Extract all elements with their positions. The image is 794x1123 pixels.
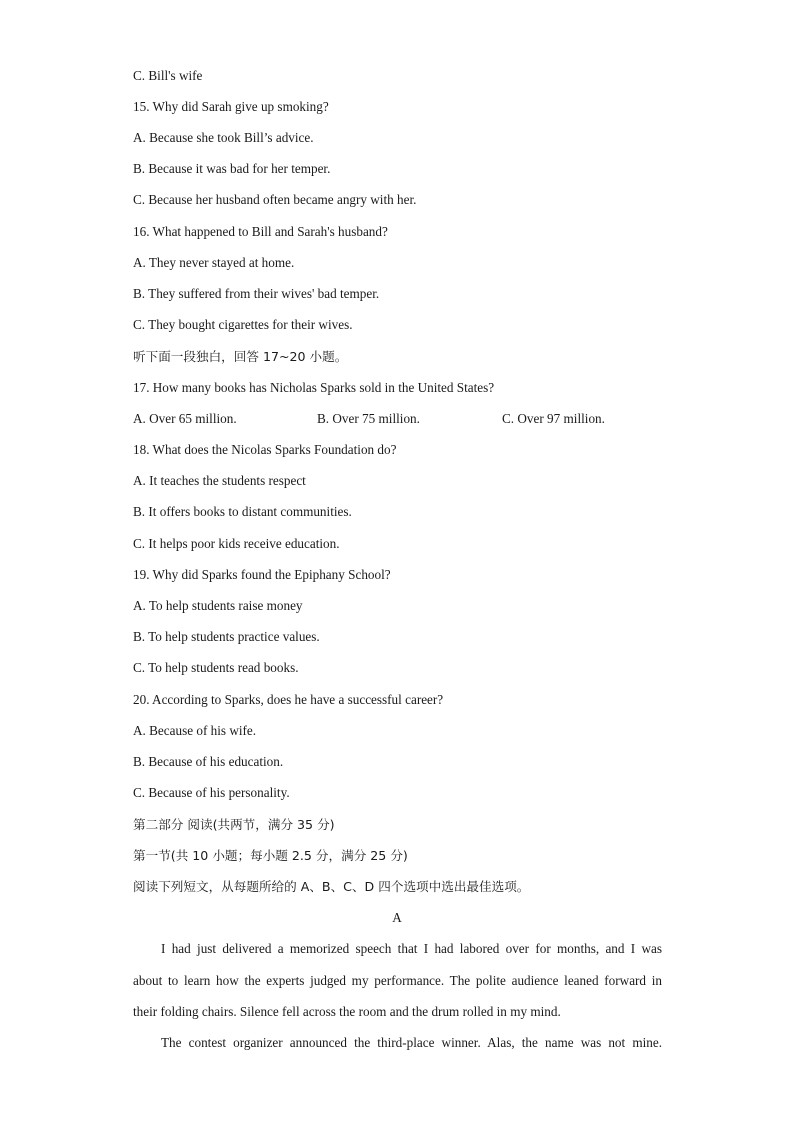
option-a: A. Over 65 million. <box>133 411 237 426</box>
part-title: 第二部分 阅读(共两节，满分 35 分) <box>133 817 335 832</box>
question-16: 16. What happened to Bill and Sarah's husband? <box>133 224 388 239</box>
option-line: C. Because of his personality. <box>133 785 290 800</box>
section-instruction: 听下面一段独白，回答 17~20 小题。 <box>133 349 348 364</box>
option-line: B. Because of his education. <box>133 754 284 769</box>
option-c: C. Over 97 million. <box>502 411 605 426</box>
option-line: C. To help students read books. <box>133 660 299 675</box>
passage-line: about to learn how the experts judged my performance. The polite audience leaned forward in <box>133 973 662 988</box>
option-line: C. Because her husband often became angry with her. <box>133 192 417 207</box>
option-line: B. Because it was bad for her temper. <box>133 161 331 176</box>
option-line: C. They bought cigarettes for their wives. <box>133 317 353 332</box>
option-line: A. To help students raise money <box>133 598 303 613</box>
section-title: 第一节(共 10 小题；每小题 2.5 分，满分 25 分) <box>133 848 408 863</box>
reading-instruction: 阅读下列短文，从每题所给的 A、B、C、D 四个选项中选出最佳选项。 <box>133 879 530 894</box>
passage-label: A <box>392 910 402 925</box>
option-line: B. They suffered from their wives' bad temper. <box>133 286 380 301</box>
option-line: C. Bill's wife <box>133 68 203 83</box>
option-line: C. It helps poor kids receive education. <box>133 536 340 551</box>
option-line: A. It teaches the students respect <box>133 473 306 488</box>
option-line: A. Because of his wife. <box>133 723 257 738</box>
passage-line: The contest organizer announced the third-place winner. Alas, the name was not mine. <box>161 1035 662 1050</box>
question-20: 20. According to Sparks, does he have a successful career? <box>133 692 444 707</box>
option-line: A. They never stayed at home. <box>133 255 295 270</box>
question-15: 15. Why did Sarah give up smoking? <box>133 99 329 114</box>
question-17: 17. How many books has Nicholas Sparks sold in the United States? <box>133 380 495 395</box>
option-line: B. It offers books to distant communities. <box>133 504 352 519</box>
question-18: 18. What does the Nicolas Sparks Foundation do? <box>133 442 397 457</box>
option-line: A. Because she took Bill’s advice. <box>133 130 314 145</box>
passage-line: their folding chairs. Silence fell across the room and the drum rolled in my mind. <box>133 1004 561 1019</box>
question-19: 19. Why did Sparks found the Epiphany School? <box>133 567 391 582</box>
option-b: B. Over 75 million. <box>317 411 420 426</box>
option-line: B. To help students practice values. <box>133 629 320 644</box>
passage-line: I had just delivered a memorized speech that I had labored over for months, and I was <box>161 941 662 956</box>
